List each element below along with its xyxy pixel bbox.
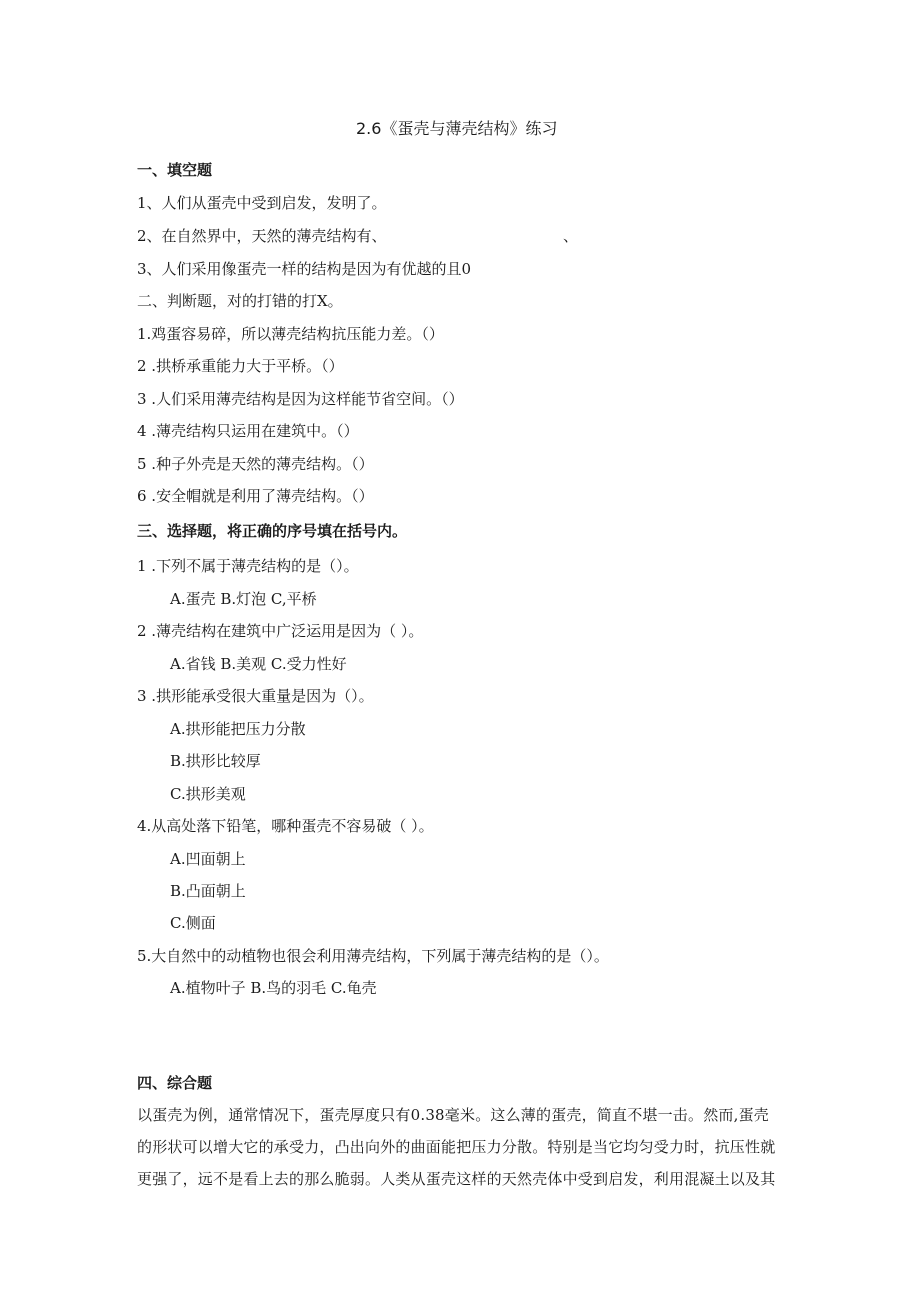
choice-q5: 5.大自然中的动植物也很会利用薄壳结构，下列属于薄壳结构的是（）。: [137, 947, 609, 965]
true-false-q3: 3 .人们采用薄壳结构是因为这样能节省空间。（）: [137, 390, 464, 408]
section-true-false-heading: 二、判断题，对的打错的打X。: [137, 292, 343, 310]
fill-blank-q2-separator: 、: [563, 227, 579, 245]
page-title: 2.6《蛋壳与薄壳结构》练习: [356, 119, 558, 138]
comprehensive-paragraph-line-2: 的形状可以增大它的承受力，凸出向外的曲面能把压力分散。特别是当它均匀受力时，抗压性就: [137, 1138, 776, 1156]
section-comprehensive-heading: 四、综合题: [137, 1074, 213, 1092]
choice-q2: 2 .薄壳结构在建筑中广泛运用是因为（ ）。: [137, 622, 424, 640]
choice-q1-options: A.蛋壳 B.灯泡 C,平桥: [170, 590, 317, 608]
comprehensive-paragraph-line-1: 以蛋壳为例，通常情况下，蛋壳厚度只有0.38毫米。这么薄的蛋壳，简直不堪一击。然而,蛋壳: [137, 1106, 769, 1124]
choice-q4-option-c: C.侧面: [170, 914, 216, 932]
choice-q3-option-c: C.拱形美观: [170, 785, 246, 803]
choice-q3: 3 .拱形能承受很大重量是因为（）。: [137, 687, 374, 705]
choice-q5-options: A.植物叶子 B.鸟的羽毛 C.龟壳: [170, 979, 377, 997]
choice-q4: 4.从高处落下铅笔，哪种蛋壳不容易破（ ）。: [137, 817, 434, 835]
true-false-q1: 1.鸡蛋容易碎，所以薄壳结构抗压能力差。（）: [137, 325, 444, 343]
choice-q1: 1 .下列不属于薄壳结构的是（）。: [137, 557, 359, 575]
comprehensive-paragraph-line-3: 更强了，远不是看上去的那么脆弱。人类从蛋壳这样的天然壳体中受到启发，利用混凝土以及其: [137, 1170, 776, 1188]
true-false-q2: 2 .拱桥承重能力大于平桥。（）: [137, 357, 344, 375]
choice-q2-options: A.省钱 B.美观 C.受力性好: [170, 655, 347, 673]
true-false-q4: 4 .薄壳结构只运用在建筑中。（）: [137, 422, 359, 440]
section-fill-blank-heading: 一、填空题: [137, 161, 213, 179]
choice-q4-option-a: A.凹面朝上: [170, 850, 246, 868]
choice-q4-option-b: B.凸面朝上: [170, 882, 246, 900]
true-false-q5: 5 .种子外壳是天然的薄壳结构。（）: [137, 455, 374, 473]
choice-q3-option-a: A.拱形能把压力分散: [170, 720, 306, 738]
fill-blank-q2: 2、在自然界中，天然的薄壳结构有、: [137, 227, 387, 245]
fill-blank-q3: 3、人们采用像蛋壳一样的结构是因为有优越的且0: [137, 260, 472, 278]
choice-q3-option-b: B.拱形比较厚: [170, 752, 261, 770]
true-false-q6: 6 .安全帽就是利用了薄壳结构。（）: [137, 487, 374, 505]
section-choice-heading: 三、选择题，将正确的序号填在括号内。: [137, 522, 408, 540]
fill-blank-q1: 1、人们从蛋壳中受到启发，发明了。: [137, 194, 387, 212]
